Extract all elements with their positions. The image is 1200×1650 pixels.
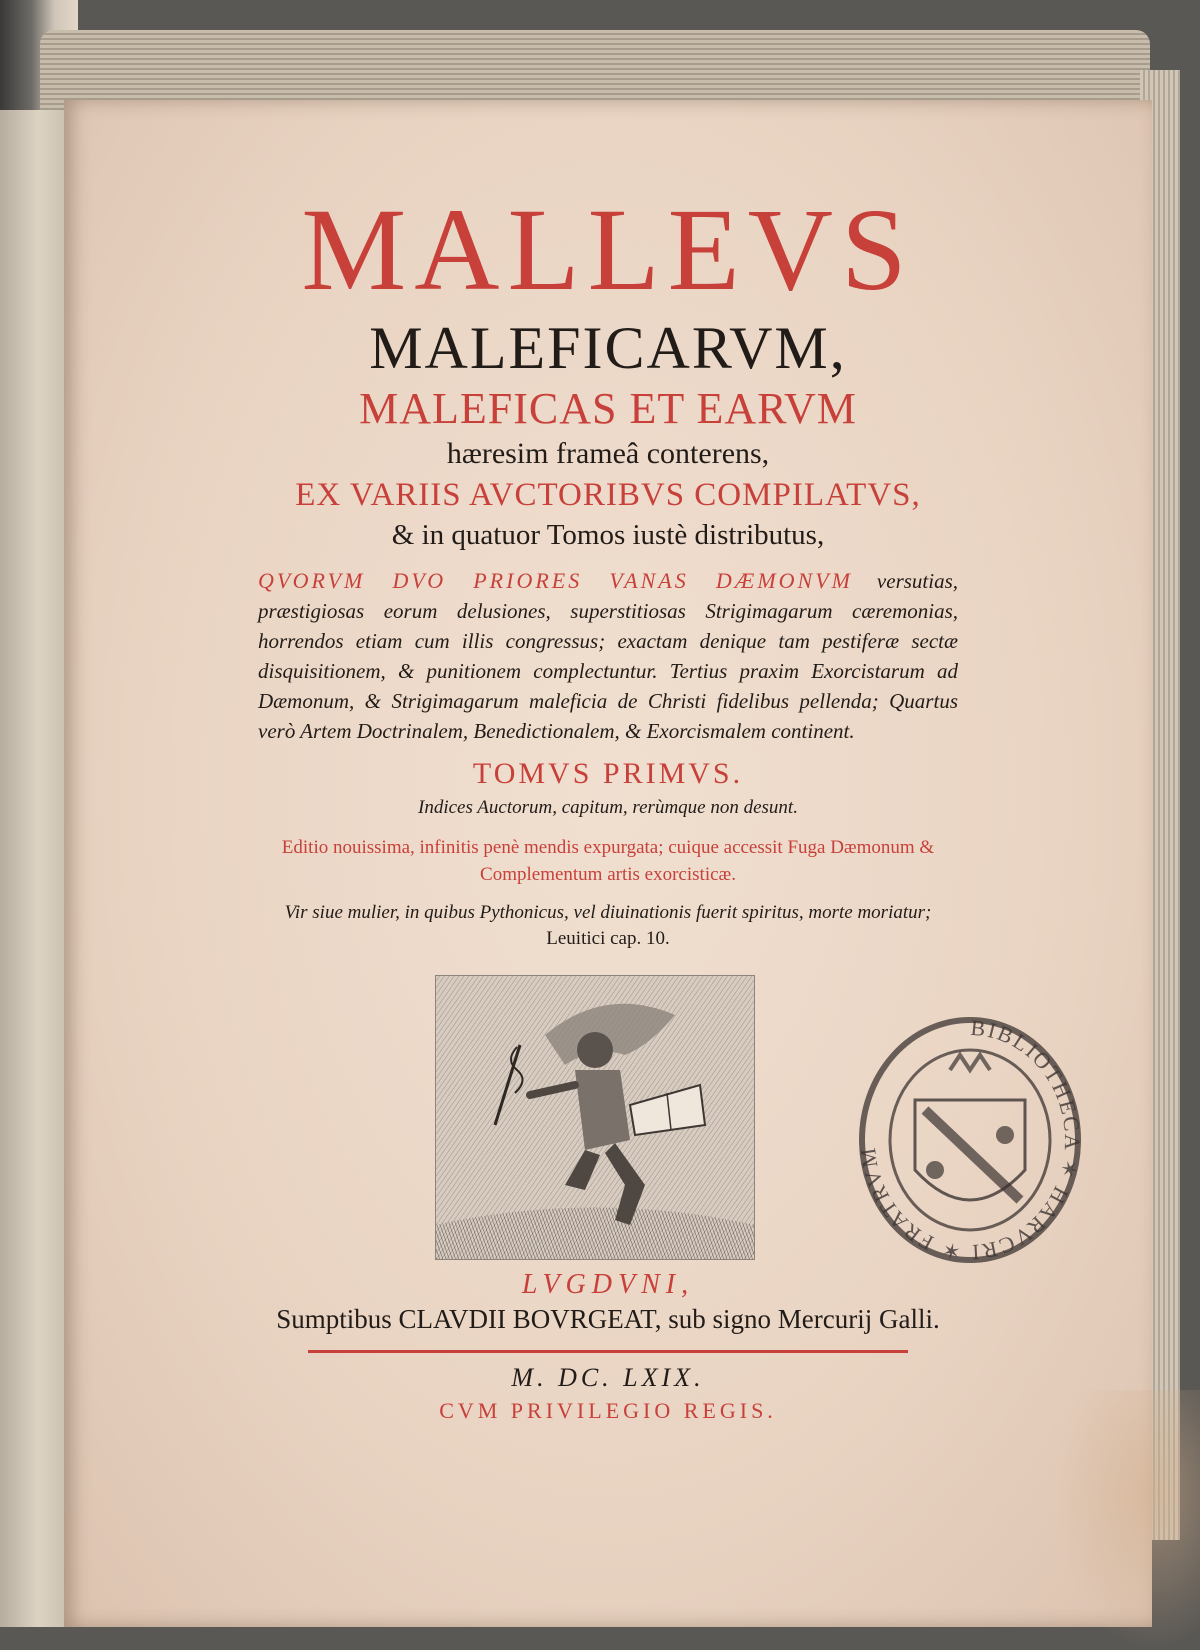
title-line-mallevs: MALLEVS <box>301 184 915 315</box>
stamp-legend: BIBLIOTHECA ✶ HARVCRI ✶ FRATRVM <box>855 1014 1085 1266</box>
title-line-ex-variis: EX VARIIS AVCTORIBVS COMPILATVS, <box>295 477 921 513</box>
red-rule <box>308 1350 908 1353</box>
place-of-publication: LVGDVNI, <box>521 1269 695 1300</box>
paragraph-body: versutias, præstigiosas eorum delusiones, superstitiosas Strigimagarum cæremonias, horrendos etiam cum illis congressus; exactam denique tam pestiferæ sectæ disquisitionem, & punitionem complectuntur. Tertius praxim Exorcistarum ad Dæmonum, & Strigimagarum maleficia de Christi fidelibus pellenda; Quartus verò Artem Doctrinalem, Benedictionalem, & Exorcismalem continent. <box>258 569 958 743</box>
tomus-primus: TOMVS PRIMVS. <box>472 757 744 790</box>
publisher-line: Sumptibus CLAVDII BOVRGEAT, sub signo Mercurij Galli. <box>276 1304 940 1334</box>
indices-line: Indices Auctorum, capitum, rerùmque non desunt. <box>418 797 798 818</box>
page-edges-top <box>40 30 1150 110</box>
imprint-block <box>64 1268 1152 1427</box>
title-line-haeresim: hæresim frameâ conterens, <box>446 437 770 470</box>
contents-paragraph <box>258 566 958 746</box>
publication-year: M. DC. LXIX. <box>511 1363 705 1392</box>
title-block <box>64 184 1152 952</box>
title-line-maleficarum: MALEFICARVM, <box>369 315 847 381</box>
library-stamp <box>855 1000 1085 1275</box>
flyleaf <box>0 110 72 1627</box>
water-stain <box>1054 1390 1200 1650</box>
title-line-quatuor-tomos: & in quatuor Tomos iustè distributus, <box>391 519 825 551</box>
mercury-engraving <box>435 975 755 1260</box>
scripture-reference: Leuitici cap. 10. <box>546 928 670 949</box>
scripture-quote: Vir siue mulier, in quibus Pythonicus, vel diuinationis fuerit spiritus, morte moriatur; <box>284 902 932 923</box>
editio-note: Editio nouissima, infinitis penè mendis expurgata; cuique accessit Fuga Dæmonum & Complementum artis exorcisticæ. <box>281 837 935 885</box>
paragraph-lead-caps: QVORVM DVO PRIORES VANAS DÆMONVM <box>258 568 853 593</box>
title-line-maleficas: MALEFICAS ET EARVM <box>359 384 857 433</box>
privilege-line: CVM PRIVILEGIO REGIS. <box>439 1398 777 1423</box>
